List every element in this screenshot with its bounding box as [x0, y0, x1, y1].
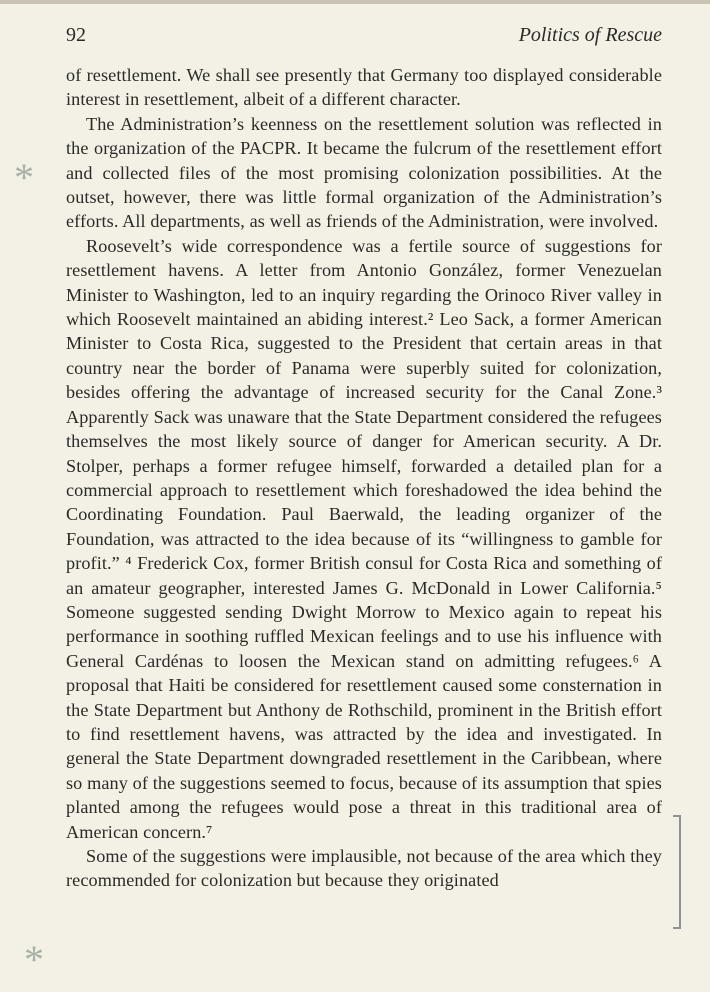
paragraph-1: of resettlement. We shall see presently that Germany too displayed considerable interest in resettlement, albeit of a different character.	[66, 65, 662, 110]
page-header	[66, 24, 662, 50]
running-head: Politics of Rescue	[518, 24, 662, 46]
page-top-edge	[0, 0, 710, 4]
margin-asterisk-mark-icon: *	[24, 937, 44, 982]
margin-bracket-mark	[673, 815, 681, 929]
paragraph-4: Some of the suggestions were implausible, not because of the area which they recommended for colonization but because they originated	[66, 846, 662, 891]
page-number: 92	[66, 24, 86, 46]
margin-asterisk-mark-icon: *	[14, 155, 34, 200]
paragraph-3: Roosevelt’s wide correspondence was a fertile source of suggestions for resettlement havens. A letter from Antonio González, former Venezuelan Minister to Washington, led to an inquiry regarding the Orinoco River valley in which Roosevelt maintained an abiding interest.² Leo Sack, a former American Minister to Costa Rica, suggested to the President that certain areas in that country near the border of Panama were superbly suited for colonization, besides offering the advantage of increased security for the Canal Zone.³ Apparently Sack was unaware that the State Department considered the refugees themselves the most likely source of danger for American security. A Dr. Stolper, perhaps a former refugee himself, forwarded a detailed plan for a commercial approach to resettlement which foreshadowed the idea behind the Coordinating Foundation. Paul Baerwald, the leading organizer of the Foundation, was attracted to the idea because of its “willingness to gamble for profit.” ⁴ Frederick Cox, former British consul for Costa Rica and something of an amateur geographer, interested James G. McDonald in Lower California.⁵ Someone suggested sending Dwight Morrow to Mexico again to repeat his performance in soothing ruffled Mexican feelings and to use his influence with General Cardénas to loosen the Mexican stand on admitting refugees.⁶ A proposal that Haiti be considered for resettlement caused some consternation in the State Department but Anthony de Rothschild, prominent in the British effort to find resettlement havens, was attracted by the idea and investigated. In general the State Department downgraded resettlement in the Caribbean, where so many of the suggestions seemed to focus, because of its assumption that spies planted among the refugees would pose a threat in this traditional area of American concern.⁷	[66, 235, 662, 842]
body-text	[66, 63, 662, 893]
paragraph-2: The Administration’s keenness on the resettlement solution was reflected in the organization of the PACPR. It became the fulcrum of the resettlement effort and collected files of the most promising colonization possibilities. At the outset, however, there was little formal organization of the Administration’s efforts. All departments, as well as friends of the Administration, were involved.	[66, 113, 662, 232]
